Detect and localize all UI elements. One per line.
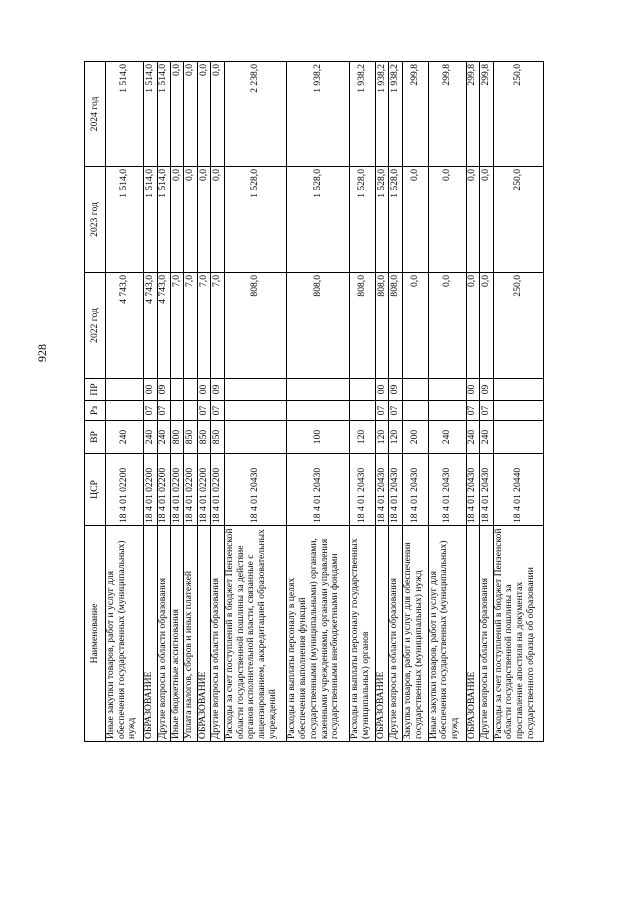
- cell-y2024: 1 938,2: [389, 62, 402, 167]
- cell-y2024: 1 514,0: [144, 62, 157, 167]
- cell-y2022: 7,0: [197, 273, 210, 379]
- cell-rz: 07: [480, 401, 493, 421]
- cell-name: Иные закупки товаров, работ и услуг для обеспечения государственных (муниципальных) нужд: [106, 526, 144, 742]
- cell-vr: 120: [375, 421, 388, 454]
- cell-csr: 18 4 01 20430: [389, 454, 402, 526]
- header-pr: ПР: [85, 379, 106, 401]
- cell-name: Другие вопросы в области образования: [211, 526, 224, 742]
- cell-y2022: 0,0: [428, 273, 466, 379]
- cell-y2024: 299,8: [466, 62, 479, 167]
- cell-y2022: 808,0: [224, 273, 287, 379]
- cell-csr: 18 4 01 20440: [493, 454, 543, 526]
- table-row: [170, 62, 183, 742]
- cell-csr: 18 4 01 20430: [287, 454, 350, 526]
- cell-name: Закупка товаров, работ и услуг для обеспечения государственных (муниципальных) нужд: [402, 526, 428, 742]
- cell-y2024: 1 514,0: [157, 62, 170, 167]
- header-2023: 2023 год: [85, 167, 106, 273]
- table-row: [184, 62, 197, 742]
- cell-rz: [170, 401, 183, 421]
- header-vr: ВР: [85, 421, 106, 454]
- table-row: [428, 62, 466, 742]
- table-header-row: [85, 62, 106, 742]
- cell-csr: 18 4 01 20430: [224, 454, 287, 526]
- cell-vr: 240: [157, 421, 170, 454]
- cell-name: ОБРАЗОВАНИЕ: [375, 526, 388, 742]
- cell-y2023: 0,0: [211, 167, 224, 273]
- cell-rz: [287, 401, 350, 421]
- cell-y2023: 1 514,0: [157, 167, 170, 273]
- cell-y2023: 0,0: [428, 167, 466, 273]
- cell-y2024: 0,0: [170, 62, 183, 167]
- cell-rz: [402, 401, 428, 421]
- cell-name: Другие вопросы в области образования: [389, 526, 402, 742]
- budget-table: [84, 61, 544, 742]
- table-row: [224, 62, 287, 742]
- header-name: Наименование: [85, 526, 106, 742]
- cell-y2022: 7,0: [211, 273, 224, 379]
- cell-y2022: 4 743,0: [106, 273, 144, 379]
- cell-y2022: 7,0: [184, 273, 197, 379]
- cell-vr: 240: [144, 421, 157, 454]
- cell-csr: 18 4 01 02200: [170, 454, 183, 526]
- cell-y2023: 250,0: [493, 167, 543, 273]
- cell-vr: 240: [106, 421, 144, 454]
- cell-y2024: 250,0: [493, 62, 543, 167]
- cell-y2024: 299,8: [402, 62, 428, 167]
- cell-y2022: 4 743,0: [144, 273, 157, 379]
- header-2022: 2022 год: [85, 273, 106, 379]
- cell-vr: 850: [197, 421, 210, 454]
- cell-y2022: 250,0: [493, 273, 543, 379]
- cell-y2022: 7,0: [170, 273, 183, 379]
- cell-y2022: 0,0: [402, 273, 428, 379]
- cell-vr: 850: [184, 421, 197, 454]
- table-row: [375, 62, 388, 742]
- page-number: 928: [35, 344, 49, 362]
- cell-y2023: 0,0: [197, 167, 210, 273]
- cell-y2023: 1 528,0: [224, 167, 287, 273]
- cell-name: Расходы за счет поступлений в бюджет Пензенской области государственной пошлины за действие органов исполнительной власти, связанные с лицензированием, аккредитацией образовательных учреждений: [224, 526, 287, 742]
- cell-vr: 120: [389, 421, 402, 454]
- cell-y2024: 0,0: [197, 62, 210, 167]
- cell-pr: [402, 379, 428, 401]
- cell-y2023: 1 528,0: [350, 167, 376, 273]
- cell-pr: 00: [144, 379, 157, 401]
- cell-y2023: 1 528,0: [389, 167, 402, 273]
- cell-rz: [184, 401, 197, 421]
- header-csr: ЦСР: [85, 454, 106, 526]
- cell-y2023: 0,0: [466, 167, 479, 273]
- cell-csr: 18 4 01 02200: [211, 454, 224, 526]
- cell-name: ОБРАЗОВАНИЕ: [144, 526, 157, 742]
- table-row: [211, 62, 224, 742]
- cell-y2024: 0,0: [211, 62, 224, 167]
- table-row: [389, 62, 402, 742]
- cell-name: Другие вопросы в области образования: [480, 526, 493, 742]
- table-row: [350, 62, 376, 742]
- cell-y2022: 808,0: [375, 273, 388, 379]
- cell-pr: [493, 379, 543, 401]
- cell-name: Другие вопросы в области образования: [157, 526, 170, 742]
- cell-rz: 07: [144, 401, 157, 421]
- cell-y2022: 4 743,0: [157, 273, 170, 379]
- cell-name: Иные закупки товаров, работ и услуг для обеспечения государственных (муниципальных) нужд: [428, 526, 466, 742]
- table-row: [144, 62, 157, 742]
- cell-y2023: 0,0: [184, 167, 197, 273]
- cell-y2023: 1 514,0: [144, 167, 157, 273]
- cell-y2022: 0,0: [480, 273, 493, 379]
- cell-y2022: 808,0: [389, 273, 402, 379]
- cell-name: Иные бюджетные ассигнования: [170, 526, 183, 742]
- cell-rz: [106, 401, 144, 421]
- cell-pr: 09: [157, 379, 170, 401]
- cell-vr: 240: [428, 421, 466, 454]
- cell-rz: 07: [197, 401, 210, 421]
- cell-vr: 200: [402, 421, 428, 454]
- cell-vr: 120: [350, 421, 376, 454]
- cell-rz: [350, 401, 376, 421]
- cell-pr: 00: [375, 379, 388, 401]
- cell-rz: 07: [375, 401, 388, 421]
- cell-y2024: 0,0: [184, 62, 197, 167]
- table-row: [493, 62, 543, 742]
- cell-y2024: 299,8: [480, 62, 493, 167]
- cell-name: Расходы за счет поступлений в бюджет Пензенской области государственной пошлины за проставление апостиля на документах государственного образца об образовании: [493, 526, 543, 742]
- budget-table-wrap: [84, 62, 544, 742]
- cell-csr: 18 4 01 20430: [402, 454, 428, 526]
- cell-y2024: 299,8: [428, 62, 466, 167]
- cell-csr: 18 4 01 20430: [375, 454, 388, 526]
- cell-rz: [224, 401, 287, 421]
- cell-name: Расходы на выплаты персоналу в целях обеспечения выполнения функций государственными (муниципальными) органами, казенными учреждениями, органами управления государственными внебюджетными фондами: [287, 526, 350, 742]
- cell-csr: 18 4 01 02200: [157, 454, 170, 526]
- cell-csr: 18 4 01 20430: [466, 454, 479, 526]
- cell-pr: 00: [466, 379, 479, 401]
- table-body: [106, 62, 544, 742]
- cell-name: Расходы на выплаты персоналу государственных (муниципальных) органов: [350, 526, 376, 742]
- table-container: [84, 62, 544, 742]
- cell-csr: 18 4 01 20430: [350, 454, 376, 526]
- cell-csr: 18 4 01 20430: [428, 454, 466, 526]
- cell-rz: 07: [211, 401, 224, 421]
- cell-pr: [428, 379, 466, 401]
- cell-vr: 800: [170, 421, 183, 454]
- cell-y2023: 0,0: [480, 167, 493, 273]
- cell-pr: [350, 379, 376, 401]
- cell-csr: 18 4 01 02200: [106, 454, 144, 526]
- cell-pr: [170, 379, 183, 401]
- table-row: [287, 62, 350, 742]
- cell-y2022: 0,0: [466, 273, 479, 379]
- cell-y2024: 2 238,0: [224, 62, 287, 167]
- cell-y2023: 0,0: [170, 167, 183, 273]
- cell-vr: 850: [211, 421, 224, 454]
- cell-pr: [224, 379, 287, 401]
- cell-name: ОБРАЗОВАНИЕ: [197, 526, 210, 742]
- cell-y2024: 1 938,2: [375, 62, 388, 167]
- cell-vr: 240: [480, 421, 493, 454]
- cell-rz: 07: [157, 401, 170, 421]
- cell-csr: 18 4 01 02200: [184, 454, 197, 526]
- cell-rz: 07: [389, 401, 402, 421]
- cell-rz: [493, 401, 543, 421]
- cell-y2023: 0,0: [402, 167, 428, 273]
- cell-csr: 18 4 01 02200: [144, 454, 157, 526]
- cell-vr: 240: [466, 421, 479, 454]
- table-row: [106, 62, 144, 742]
- cell-y2023: 1 528,0: [375, 167, 388, 273]
- cell-y2023: 1 528,0: [287, 167, 350, 273]
- table-row: [402, 62, 428, 742]
- cell-pr: 09: [211, 379, 224, 401]
- table-row: [480, 62, 493, 742]
- cell-rz: [428, 401, 466, 421]
- cell-pr: [106, 379, 144, 401]
- table-row: [466, 62, 479, 742]
- cell-y2022: 808,0: [350, 273, 376, 379]
- cell-y2024: 1 938,2: [350, 62, 376, 167]
- cell-pr: 09: [480, 379, 493, 401]
- header-rz: Рз: [85, 401, 106, 421]
- cell-vr: 100: [287, 421, 350, 454]
- cell-pr: 00: [197, 379, 210, 401]
- cell-csr: 18 4 01 02200: [197, 454, 210, 526]
- cell-csr: 18 4 01 20430: [480, 454, 493, 526]
- table-row: [157, 62, 170, 742]
- cell-pr: [184, 379, 197, 401]
- header-2024: 2024 год: [85, 62, 106, 167]
- cell-pr: 09: [389, 379, 402, 401]
- cell-vr: [224, 421, 287, 454]
- cell-name: ОБРАЗОВАНИЕ: [466, 526, 479, 742]
- cell-y2024: 1 938,2: [287, 62, 350, 167]
- cell-y2022: 808,0: [287, 273, 350, 379]
- cell-y2024: 1 514,0: [106, 62, 144, 167]
- cell-vr: [493, 421, 543, 454]
- table-row: [197, 62, 210, 742]
- cell-pr: [287, 379, 350, 401]
- cell-name: Уплата налогов, сборов и иных платежей: [184, 526, 197, 742]
- cell-y2023: 1 514,0: [106, 167, 144, 273]
- cell-rz: 07: [466, 401, 479, 421]
